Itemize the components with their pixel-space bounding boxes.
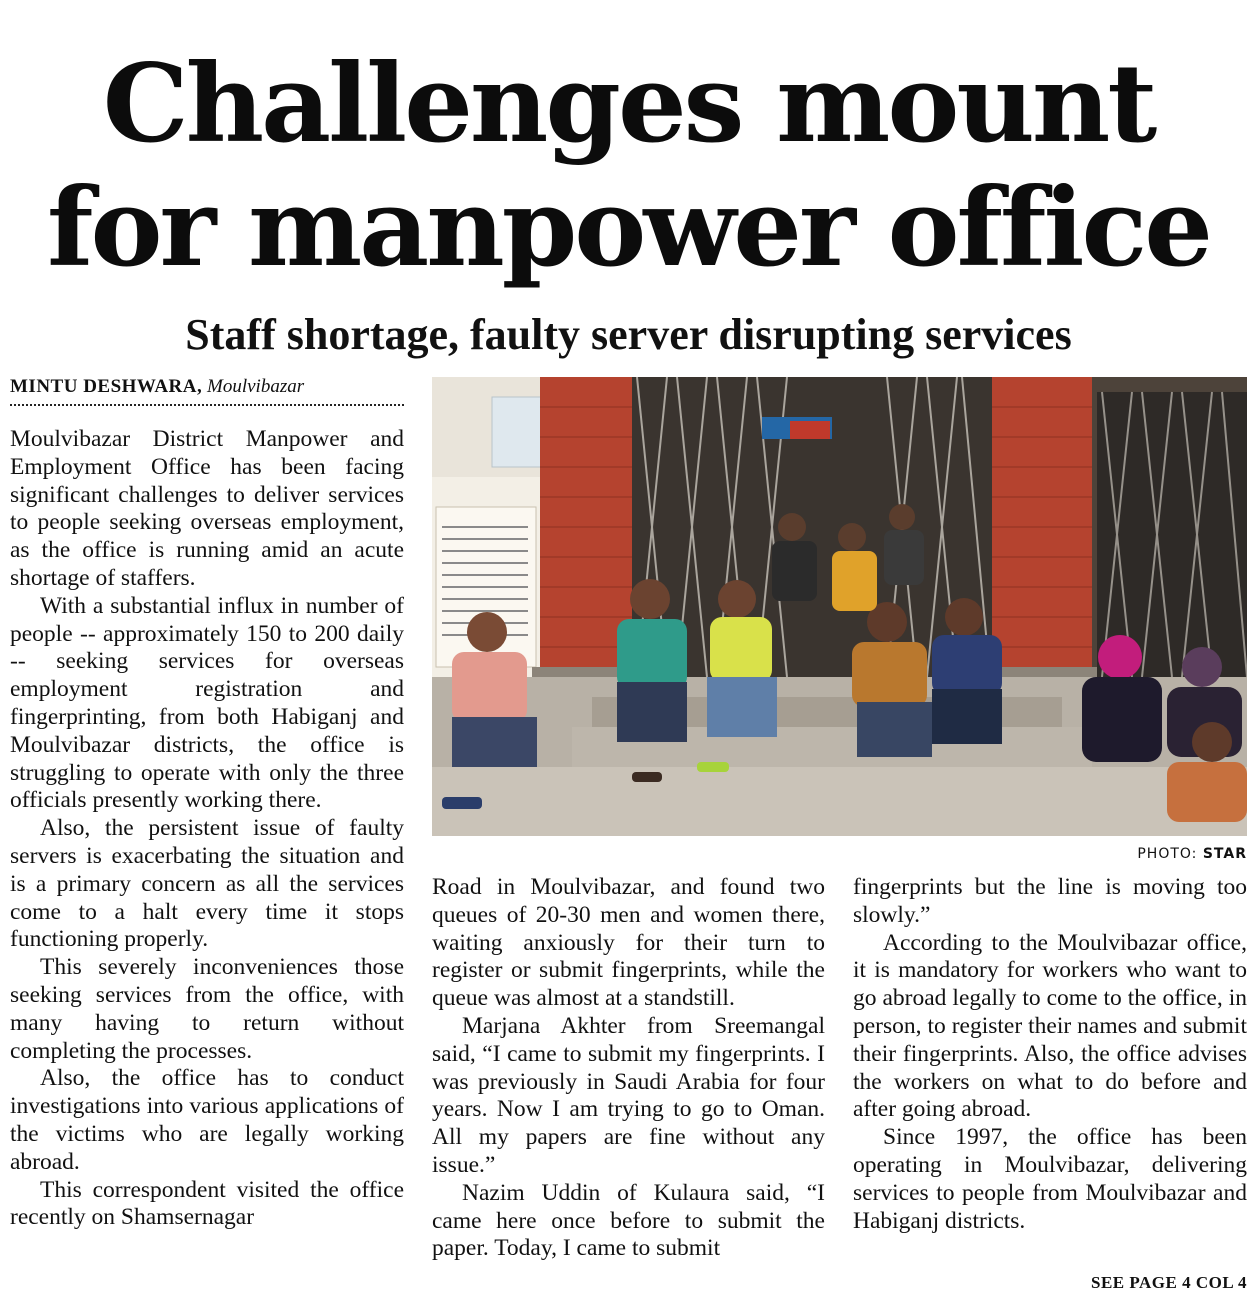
article-paragraph: Also, the persistent issue of faulty servers is exacerbating the situation and is a primary concern as all the services come to a halt every time it stops functioning properly. xyxy=(10,815,404,953)
article-paragraph: This severely inconveniences those seeking services from the office, with many having to return without completing the processes. xyxy=(10,954,404,1064)
article-paragraph: This correspondent visited the office recently on Shamsernagar xyxy=(10,1176,404,1231)
photo-illustration xyxy=(432,377,1247,836)
article-paragraph: Since 1997, the office has been operating in Moulvibazar, delivering services to people from Moulvibazar and Habiganj districts. xyxy=(853,1124,1247,1234)
article-column-1 xyxy=(10,426,404,1232)
subheadline: Staff shortage, faulty server disrupting services xyxy=(185,310,1072,359)
news-photo xyxy=(432,377,1247,836)
article-paragraph: Road in Moulvibazar, and found two queues of 20-30 men and women there, waiting anxiously for their turn to register or submit fingerprints, while the queue was almost at a standstill. xyxy=(432,874,825,1012)
article-paragraph: fingerprints but the line is moving too slowly.” xyxy=(853,874,1247,928)
byline-author: MINTU DESHWARA, xyxy=(10,376,203,397)
photo-credit-source: STAR xyxy=(1202,846,1247,862)
article-paragraph: Nazim Uddin of Kulaura said, “I came here once before to submit the paper. Today, I came to submit xyxy=(432,1179,825,1262)
article-paragraph: Marjana Akhter from Sreemangal said, “I came to submit my fingerprints. I was previously in Saudi Arabia for four years. Now I am trying to go to Oman. All my papers are fine without any issue.” xyxy=(432,1012,825,1178)
photo-credit-label: PHOTO: xyxy=(1137,846,1198,862)
headline-line-2: for manpower office xyxy=(47,165,1210,291)
continuation-reference[interactable]: SEE PAGE 4 COL 4 xyxy=(1091,1273,1247,1292)
headline xyxy=(0,42,1257,290)
byline xyxy=(10,376,404,406)
article-paragraph: With a substantial influx in number of people -- approximately 150 to 200 daily -- seeking services for overseas employment registration and fingerprinting, from both Habiganj and Moulvibazar districts, the office is struggling to operate with only the three officials presently working there. xyxy=(10,592,404,814)
photo-credit xyxy=(1000,846,1247,862)
article-column-2 xyxy=(432,874,825,1263)
article-paragraph: According to the Moulvibazar office, it is mandatory for workers who want to go abroad legally to come to the office, in person, to register their names and submit their fingerprints. Also, the office advises the workers on what to do before and after going abroad. xyxy=(853,929,1247,1123)
byline-location: Moulvibazar xyxy=(207,376,305,397)
article-column-3 xyxy=(853,874,1247,1235)
headline-line-1: Challenges mount xyxy=(102,41,1155,167)
article-paragraph: Also, the office has to conduct investigations into various applications of the victims who are legally working abroad. xyxy=(10,1065,404,1175)
article-paragraph: Moulvibazar District Manpower and Employment Office has been facing significant challenges to deliver services to people seeking overseas employment, as the office is running amid an acute shortage of staffers. xyxy=(10,426,404,591)
